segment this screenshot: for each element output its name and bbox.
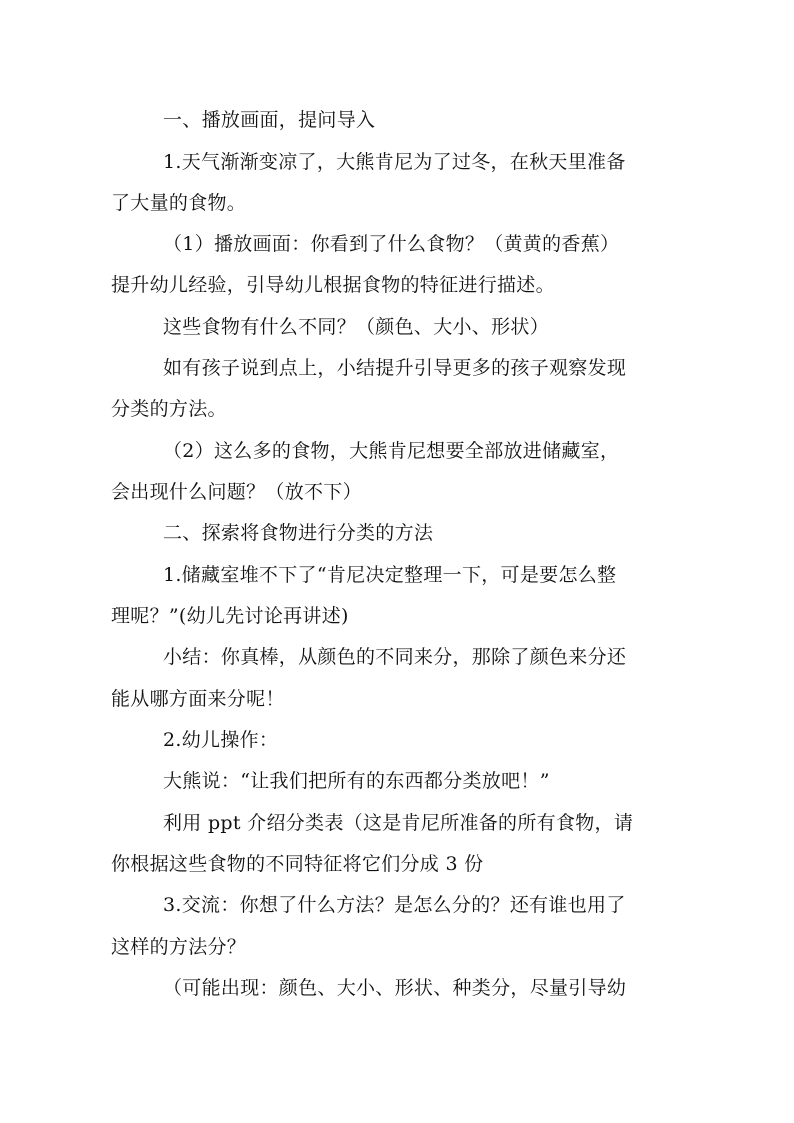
paragraph-line: 2.幼儿操作：: [163, 729, 279, 751]
paragraph-line: 这样的方法分？: [111, 936, 247, 958]
paragraph-line: 这些食物有什么不同？（颜色、大小、形状）: [163, 316, 550, 338]
paragraph-line: （2）这么多的食物，大熊肯尼想要全部放进储藏室，: [163, 440, 620, 462]
paragraph-line: 提升幼儿经验，引导幼儿根据食物的特征进行描述。: [111, 274, 555, 296]
paragraph-line: （1）播放画面：你看到了什么食物？（黄黄的香蕉）: [163, 233, 620, 255]
section-heading-2: 二、探索将食物进行分类的方法: [163, 522, 434, 544]
paragraph-line: 1.天气渐渐变凉了，大熊肯尼为了过冬，在秋天里准备: [163, 151, 626, 173]
paragraph-line: 3.交流：你想了什么方法？是怎么分的？还有谁也用了: [163, 894, 626, 916]
paragraph-line: 会出现什么问题？（放不下）: [111, 481, 362, 503]
paragraph-line: 理呢？”(幼儿先讨论再讲述): [111, 605, 349, 627]
paragraph-line: 利用 ppt 介绍分类表（这是肯尼所准备的所有食物，请: [163, 812, 634, 834]
paragraph-line: 大熊说：“让我们把所有的东西都分类放吧！”: [163, 770, 550, 792]
paragraph-line: （可能出现：颜色、大小、形状、种类分，尽量引导幼: [163, 977, 627, 999]
section-heading-1: 一、播放画面，提问导入: [163, 109, 376, 131]
paragraph-line: 如有孩子说到点上，小结提升引导更多的孩子观察发现: [163, 357, 627, 379]
paragraph-line: 了大量的食物。: [111, 192, 247, 214]
paragraph-line: 小结：你真棒，从颜色的不同来分，那除了颜色来分还: [163, 646, 627, 668]
paragraph-line: 能从哪方面来分呢！: [111, 688, 285, 710]
paragraph-line: 你根据这些食物的不同特征将它们分成 3 份: [111, 853, 484, 875]
paragraph-line: 1.储藏室堆不下了“肯尼决定整理一下，可是要怎么整: [163, 564, 617, 586]
paragraph-line: 分类的方法。: [111, 398, 227, 420]
